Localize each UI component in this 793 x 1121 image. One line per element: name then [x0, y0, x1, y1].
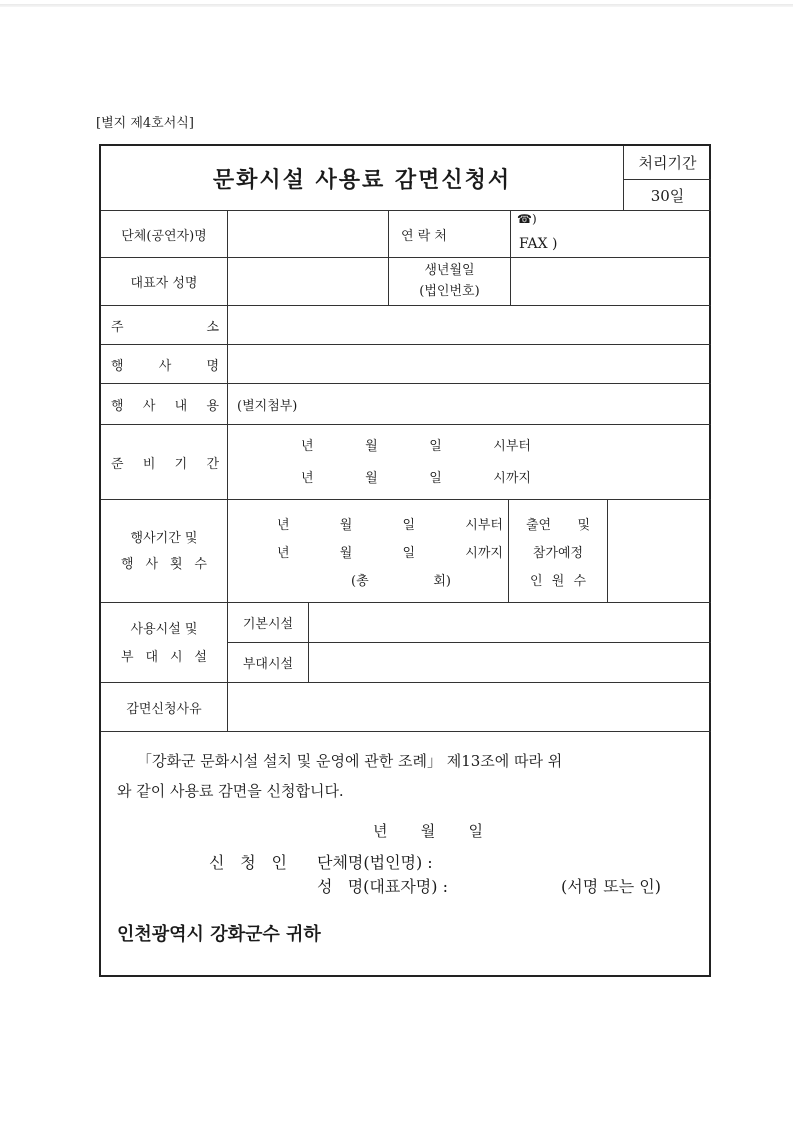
address-label: 주 소	[111, 319, 219, 335]
birth-label: 생년월일 (법인번호)	[419, 263, 480, 299]
event-start-line: 년 월 일 시부터	[277, 517, 503, 533]
phone-field[interactable]	[517, 212, 707, 234]
org-name-label: 단체(공연자)명	[121, 228, 207, 244]
event-content-field[interactable]: (별지첨부)	[237, 398, 298, 414]
processing-period-value: 30일	[650, 186, 685, 205]
scan-edge	[0, 4, 793, 7]
reason-field[interactable]	[228, 683, 711, 731]
aux-facility-label: 부대시설	[242, 657, 294, 672]
event-count-line: (총 회)	[351, 573, 451, 589]
representative-field[interactable]	[228, 258, 388, 305]
event-name-label: 행 사 명	[111, 358, 219, 374]
applicant-name-label: 성 명(대표자명) :	[317, 876, 448, 896]
address-field[interactable]	[228, 306, 711, 344]
performers-field[interactable]	[608, 500, 711, 602]
org-name-field[interactable]	[228, 211, 388, 257]
phone-icon: ☎)	[517, 212, 537, 226]
application-form	[99, 144, 711, 977]
prep-end-line: 년 월 일 시까지	[301, 470, 531, 486]
signature-note: (서명 또는 인)	[561, 876, 661, 896]
reason-label: 감면신청사유	[126, 701, 202, 717]
addressee: 인천광역시 강화군수 귀하	[117, 924, 321, 945]
processing-period-label: 처리기간	[638, 154, 697, 172]
birth-field[interactable]	[511, 258, 711, 305]
contact-label: 연 락 처	[401, 228, 447, 244]
event-content-label: 행 사 내 용	[111, 398, 219, 414]
facility-label: 사용시설 및 부 대 시 설	[121, 622, 207, 665]
aux-facility-field[interactable]	[309, 643, 711, 682]
applicant-label: 신 청 인	[209, 852, 287, 872]
basic-facility-label: 기본시설	[242, 617, 294, 632]
applicant-org-label: 단체명(법인명) :	[317, 852, 433, 872]
representative-label: 대표자 성명	[130, 276, 198, 291]
basic-facility-field[interactable]	[309, 603, 711, 642]
event-end-line: 년 월 일 시까지	[277, 545, 503, 561]
application-date: 년 월 일	[373, 821, 483, 840]
form-title: 문화시설 사용료 감면신청서	[212, 166, 512, 193]
performers-label: 출연 및 참가예정 인 원 수	[526, 518, 590, 589]
event-name-field[interactable]	[228, 345, 711, 383]
statement-text: 「강화군 문화시설 설치 및 운영에 관한 조례」 제13조에 따라 위 와 같이 사용료 감면을 신청합니다.	[117, 752, 563, 800]
prep-period-label: 준 비 기 간	[111, 456, 219, 472]
fax-field[interactable]: FAX )	[519, 236, 558, 252]
event-period-label: 행사기간 및 행 사 횟 수	[121, 531, 207, 572]
prep-start-line: 년 월 일 시부터	[301, 438, 531, 454]
form-number-label: [별지 제4호서식]	[96, 116, 194, 131]
